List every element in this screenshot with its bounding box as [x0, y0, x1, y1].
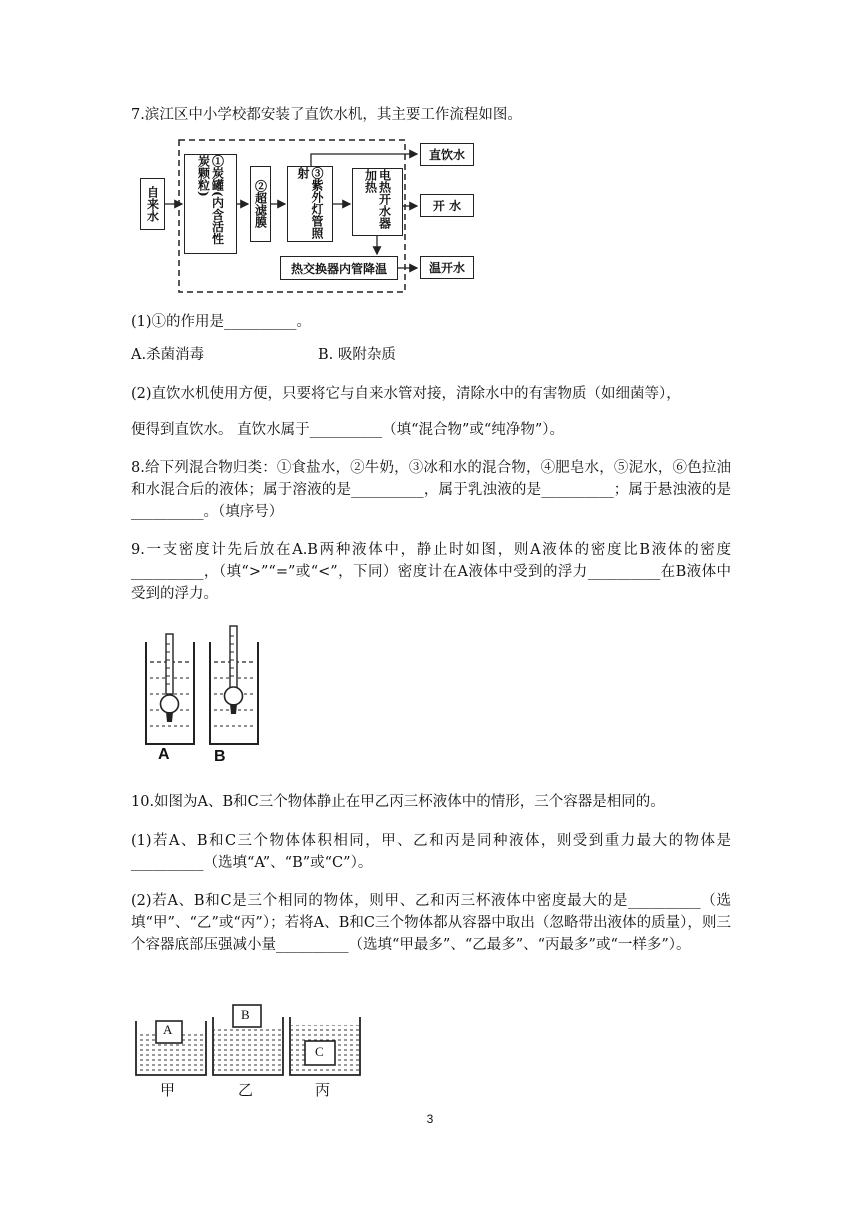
q7-sub2-line2: 便得到直饮水。 直饮水属于__________（填“混合物”或“纯净物”）。	[131, 422, 565, 438]
q10-sub1: (1)若A、B和C三个物体体积相同，甲、乙和丙是同种液体，则受到重力最大的物体是__________（选填“A”、“B”或“C”）。	[131, 833, 731, 871]
q9-label-a: A	[158, 746, 170, 763]
q7-stem: 7.滨江区中小学校都安装了直饮水机，其主要工作流程如图。	[131, 107, 522, 123]
out-direct-water: 直饮水	[420, 143, 474, 166]
q7-sub2-line1: (2)直饮水机使用方便，只要将它与自来水管对接，清除水中的有害物质（如细菌等），	[131, 386, 681, 402]
q9-hydrometer-figure	[140, 622, 270, 772]
q10-cup-label-bing: 丙	[315, 1081, 331, 1099]
q8-text: 8.给下列混合物归类：①食盐水，②牛奶，③冰和水的混合物，④肥皂水，⑤泥水，⑥色拉油和水混合后的液体；属于溶液的是__________，属于乳浊液的是__________；属于悬浊液的是__________。（填序号）	[131, 460, 731, 520]
q10-cups-figure	[134, 1003, 364, 1098]
q9-label-b: B	[214, 748, 226, 765]
q10-object-b: B	[241, 1007, 250, 1022]
q10-cup-label-yi: 乙	[238, 1081, 254, 1099]
q7-sub1: (1)①的作用是__________。	[131, 314, 312, 330]
q7-option-b: B. 吸附杂质	[318, 347, 396, 363]
stage1-carbon-tank: ①炭罐(内含活性炭颗粒)	[184, 154, 237, 254]
q10-sub2: (2)若A、B和C是三个相同的物体，则甲、乙和丙三杯液体中密度最大的是__________（选填“甲”、“乙”或“丙”）；若将A、B和C三个物体都从容器中取出（忽略带出液体的质量），则三个容器底部压强减小量__________（选填“甲最多”、“乙最多”、“丙最多”或“一样多”）。	[131, 893, 731, 953]
q9-text: 9.一支密度计先后放在A.B两种液体中，静止时如图，则A液体的密度比B液体的密度__________，（填“>”“=”或“<”，下同）密度计在A液体中受到的浮力__________在B液体中受到的浮力。	[131, 542, 731, 602]
q10-object-a: A	[163, 1022, 173, 1037]
heat-exchanger-box: 热交换器内管降温	[280, 256, 398, 280]
tap-water-box: 自来水	[140, 178, 165, 230]
out-warm-water: 温开水	[420, 256, 474, 279]
q10-object-c: C	[315, 1044, 324, 1059]
stage2-ultrafiltration: ②超滤膜	[250, 166, 271, 242]
q10-stem: 10.如图为A、B和C三个物体静止在甲乙丙三杯液体中的情形，三个容器是相同的。	[131, 794, 665, 810]
q9-hydrometer-drawing	[140, 622, 270, 752]
q7-flow-diagram	[140, 136, 490, 296]
page-number: 3	[426, 1112, 434, 1126]
stage4-electric-heater: 电热开水器加热	[352, 168, 403, 236]
out-boiled-water: 开 水	[420, 194, 474, 217]
stage3-uv-lamp: ③紫外灯管照射	[287, 166, 333, 242]
q10-cup-label-jia: 甲	[160, 1081, 176, 1099]
q7-option-a: A.杀菌消毒	[131, 347, 205, 363]
